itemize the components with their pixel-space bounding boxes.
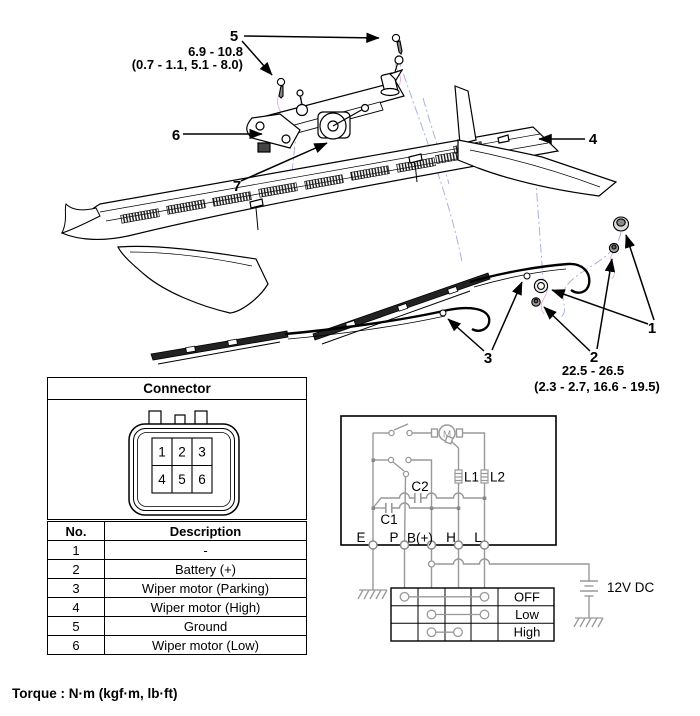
pin-5: 5 [178, 472, 186, 487]
connector-table-header: Connector [47, 377, 307, 400]
table-row [48, 579, 307, 598]
terminal-p: P [389, 530, 399, 545]
motor-label: M [442, 429, 452, 441]
cap2-label: C2 [411, 479, 429, 494]
connector-pinout-svg [48, 400, 305, 517]
wiper-motor-linkage [247, 56, 404, 152]
battery-symbol [580, 581, 598, 596]
pin-desc: Wiper motor (High) [105, 598, 307, 617]
pin-3: 3 [198, 444, 206, 460]
switch-row-off: OFF [514, 589, 540, 605]
switch-row-high: High [513, 624, 541, 640]
table-row [48, 636, 307, 655]
pin-table-header-row [48, 522, 307, 541]
pin-4: 4 [158, 472, 166, 487]
pin-6: 6 [198, 472, 206, 487]
table-row [48, 617, 307, 636]
terminal-e: E [356, 530, 366, 545]
ground-symbol-e [358, 590, 387, 599]
terminal-b: B(+) [407, 530, 433, 546]
terminal-l: L [474, 530, 482, 545]
pin-1: 1 [158, 444, 166, 460]
table-row [48, 598, 307, 617]
pin-desc: Wiper motor (Parking) [105, 579, 307, 598]
wiper-arm-lower [151, 308, 489, 364]
switch-row-low: Low [515, 607, 539, 622]
switch-position-table [391, 588, 554, 641]
coil1-label: L1 [464, 469, 480, 485]
connector-section [47, 377, 307, 655]
pin-no: 2 [48, 560, 105, 579]
circuit-diagram [341, 416, 655, 641]
pin-no: 5 [48, 617, 105, 636]
battery-tap-node [429, 561, 435, 567]
torque-spec-bottom [534, 363, 660, 394]
table-row [48, 541, 307, 560]
terminal-h: H [446, 530, 456, 545]
pin-2: 2 [178, 444, 186, 460]
pin-desc: Wiper motor (Low) [105, 636, 307, 655]
column-header-no: No. [48, 522, 105, 541]
cap1-label: C1 [380, 512, 398, 527]
callout-1: 1 [647, 320, 657, 337]
pin-desc: Ground [105, 617, 307, 636]
pin-no: 3 [48, 579, 105, 598]
torque-top-value: 6.9 - 10.8 [188, 44, 243, 59]
callout-2: 2 [589, 349, 599, 366]
wiper-arm-upper [313, 264, 589, 344]
torque-spec-top [132, 44, 243, 72]
callout-6: 6 [171, 127, 181, 144]
pin-description-table [47, 521, 307, 655]
torque-units-note: Torque : N·m (kgf·m, lb·ft) [12, 686, 178, 701]
callout-3: 3 [483, 350, 493, 367]
callout-4: 4 [588, 131, 598, 148]
torque-bottom-value: 22.5 - 26.5 [561, 363, 625, 378]
coil2-label: L2 [490, 469, 506, 485]
callout-5: 5 [229, 28, 239, 45]
connector-drawing [47, 400, 307, 520]
ground-symbol-battery [574, 618, 603, 627]
callout-7: 7 [232, 178, 242, 195]
pin-no: 1 [48, 541, 105, 560]
exploded-view-diagram [62, 28, 660, 394]
torque-top-alt: (0.7 - 1.1, 5.1 - 8.0) [131, 57, 243, 72]
table-row [48, 560, 307, 579]
pin-no: 4 [48, 598, 105, 617]
power-label: 12V DC [607, 580, 655, 595]
torque-bottom-alt: (2.3 - 2.7, 16.6 - 19.5) [534, 379, 660, 394]
column-header-description: Description [105, 522, 307, 541]
pin-desc: - [105, 541, 307, 560]
pin-desc: Battery (+) [105, 560, 307, 579]
pin-no: 6 [48, 636, 105, 655]
